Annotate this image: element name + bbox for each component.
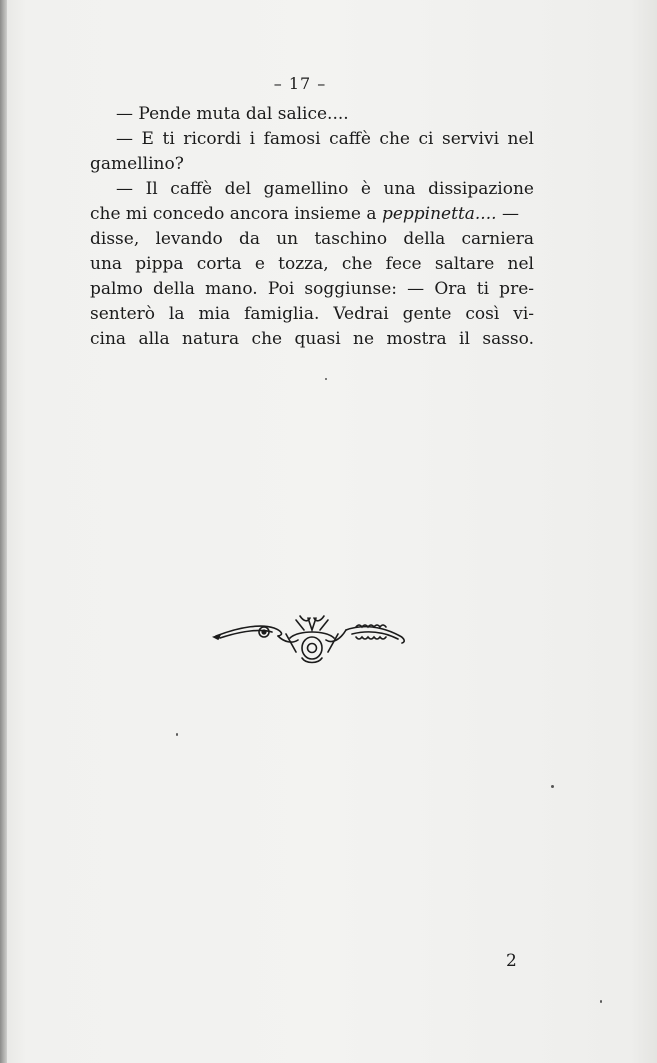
text-line: palmo della mano. Poi soggiunse: — Ora ti pre- (90, 279, 534, 299)
text-line (90, 202, 534, 227)
text-line: una pippa corta e tozza, che fece saltare nel (90, 254, 534, 274)
text-fragment: che mi concedo ancora insieme a (90, 204, 377, 224)
text-line: disse, levando da un taschino della carniera (90, 229, 534, 249)
paper-speck (551, 785, 554, 788)
paper-speck (600, 1000, 602, 1003)
em-dash: — (501, 204, 519, 224)
text-line: senterò la mia famiglia. Vedrai gente così vi- (90, 304, 534, 324)
text-line: — Il caffè del gamellino è una dissipazione (116, 179, 534, 199)
italic-name: peppinetta.... (381, 204, 497, 224)
paper-speck (176, 733, 178, 736)
page-number: – 17 – (273, 74, 327, 93)
text-line: — E ti ricordi i famosi caffè che ci servivi nel (116, 129, 534, 149)
text-line: gamellino? (90, 154, 184, 174)
page-binding-edge (0, 0, 7, 1063)
text-line: cina alla natura che quasi ne mostra il sasso. (90, 329, 534, 349)
signature-mark: 2 (506, 951, 517, 971)
body-text (90, 102, 534, 352)
text-line: — Pende muta dal salice.... (116, 104, 349, 124)
paper-speck (325, 378, 327, 380)
floral-vignette-icon (212, 608, 412, 670)
